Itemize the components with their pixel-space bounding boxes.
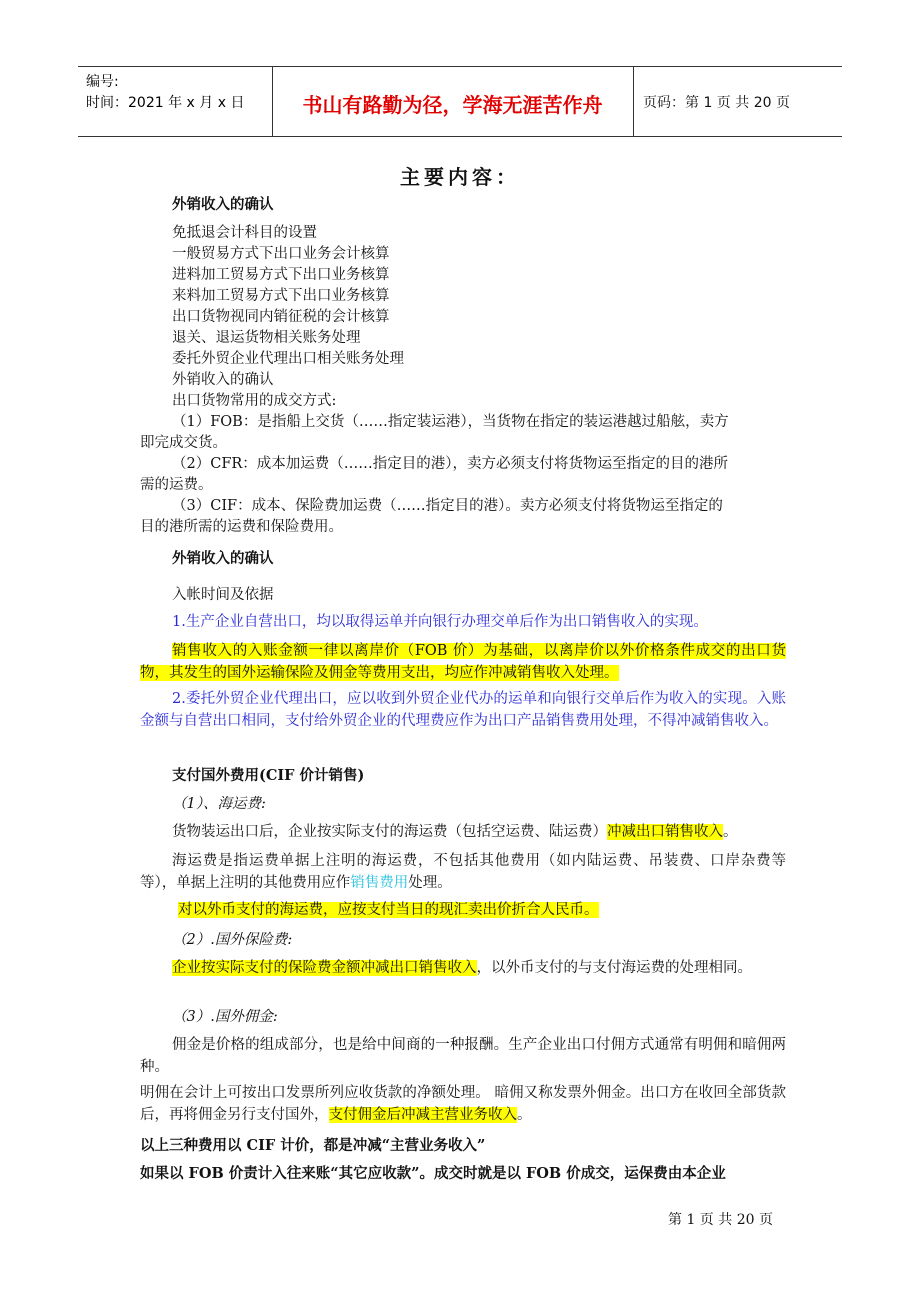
text-span: 。 (517, 1107, 532, 1123)
item-insurance-text (140, 957, 786, 979)
highlight-text: 支付佣金后冲减主营业务收入 (328, 1107, 517, 1123)
toc-heading: 外销收入的确认 (172, 196, 274, 213)
highlight-text: 企业按实际支付的保险费金额冲减出口销售收入 (172, 960, 477, 976)
item-title-freight: （1）、海运费: (172, 796, 266, 812)
section-heading: 支付国外费用(CIF 价计销售) (172, 767, 365, 784)
item-title-commission: （3）.国外佣金: (172, 1009, 278, 1025)
toc-item: 外销收入的确认 (172, 372, 274, 388)
toc-item: 来料加工贸易方式下出口业务核算 (172, 288, 390, 304)
text-span: 海运费是指运费单据上注明的海运费，不包括其他费用（如内陆运费、吊装费、口岸杂费等等），单据上注明的其他费用应作 (140, 853, 786, 891)
header-meta-cell (78, 67, 273, 136)
header-motto-cell (272, 67, 634, 136)
highlight-text: 销售收入的入账金额一律以离岸价（FOB 价）为基础，以离岸价以外价格条件成交的出口货物，其发生的国外运输保险及佣金等费用支出，均应作冲减销售收入处理。 (140, 643, 786, 681)
text-span: 明佣在会计上可按出口发票所列应收货款的净额处理。 暗佣又称发票外佣金。出口方在收回全部货款后，再将佣金另行支付国外， (140, 1085, 786, 1123)
section-heading: 外销收入的确认 (172, 550, 274, 567)
toc-item: 出口货物视同内销征税的会计核算 (172, 309, 390, 325)
text-span: 。 (723, 824, 738, 840)
toc-item: 进料加工贸易方式下出口业务核算 (172, 267, 390, 283)
motto: 书山有路勤为径，学海无涯苦作舟 (302, 93, 603, 117)
term-cif-line2: 目的港所需的运费和保险费用。 (140, 519, 343, 535)
page-title: 主要内容： (400, 165, 520, 189)
item-commission-text: 佣金是价格的组成部分，也是给中间商的一种报酬。生产企业出口付佣方式通常有明佣和暗佣两种。 (140, 1037, 786, 1075)
section-subheading: 入帐时间及依据 (172, 587, 274, 603)
toc-item: 一般贸易方式下出口业务会计核算 (172, 246, 390, 262)
item-commission-text2 (140, 1082, 786, 1126)
fob-note-line: 如果以 FOB 价责计入往来账“其它应收款”。成交时就是以 FOB 价成交，运保费由本企业 (140, 1165, 726, 1182)
selling-expense-link[interactable]: 销售费用 (350, 875, 409, 891)
toc-item: 出口货物常用的成交方式: (172, 393, 337, 409)
page-code: 页码：第 1 页 共 20 页 (643, 95, 790, 111)
term-cif-line1: （3）CIF：成本、保险费加运费（……指定目的港）。卖方必须支付将货物运至指定的 (172, 498, 723, 514)
item-freight-fx (178, 900, 823, 921)
number-label: 编号: (86, 74, 119, 90)
item-freight-text (172, 822, 817, 843)
time-label: 时间：2021 年 x 月 x 日 (86, 95, 245, 111)
toc-item: 委托外贸企业代理出口相关账务处理 (172, 351, 404, 367)
term-fob-line2: 即完成交货。 (140, 435, 227, 451)
text-span: 处理。 (408, 875, 452, 891)
header-page-cell (633, 67, 842, 136)
term-fob-line1: （1）FOB：是指船上交货（……指定装运港），当货物在指定的装运港越过船舷，卖方 (172, 414, 729, 430)
page-header (78, 66, 842, 137)
item-freight-note (140, 850, 786, 894)
text-span: 货物装运出口后，企业按实际支付的海运费（包括空运费、陆运费） (172, 824, 607, 840)
page-footer: 第 1 页 共 20 页 (668, 1212, 773, 1228)
highlight-text: 对以外币支付的海运费，应按支付当日的现汇卖出价折合人民币。 (178, 902, 599, 918)
term-cfr-line1: （2）CFR：成本加运费（……指定目的港），卖方必须支付将货物运至指定的目的港所 (172, 456, 729, 472)
toc-item: 退关、退运货物相关账务处理 (172, 330, 361, 346)
item-title-insurance: （2）.国外保险费: (172, 932, 293, 948)
rule-2: 2.委托外贸企业代理出口，应以收到外贸企业代办的运单和向银行交单后作为收入的实现。入账金额与自营出口相同，支付给外贸企业的代理费应作为出口产品销售费用处理，不得冲减销售收入。 (140, 691, 786, 729)
toc-item: 免抵退会计科目的设置 (172, 225, 317, 241)
rule-1: 1.生产企业自营出口，均以取得运单并向银行办理交单后作为出口销售收入的实现。 (172, 614, 708, 630)
text-span: ，以外币支付的与支付海运费的处理相同。 (476, 960, 752, 976)
term-cfr-line2: 需的运费。 (140, 477, 213, 493)
highlight-text: 冲减出口销售收入 (607, 824, 723, 840)
rule-1-detail (140, 640, 786, 684)
summary-line: 以上三种费用以 CIF 计价，都是冲减“主营业务收入” (140, 1137, 486, 1154)
